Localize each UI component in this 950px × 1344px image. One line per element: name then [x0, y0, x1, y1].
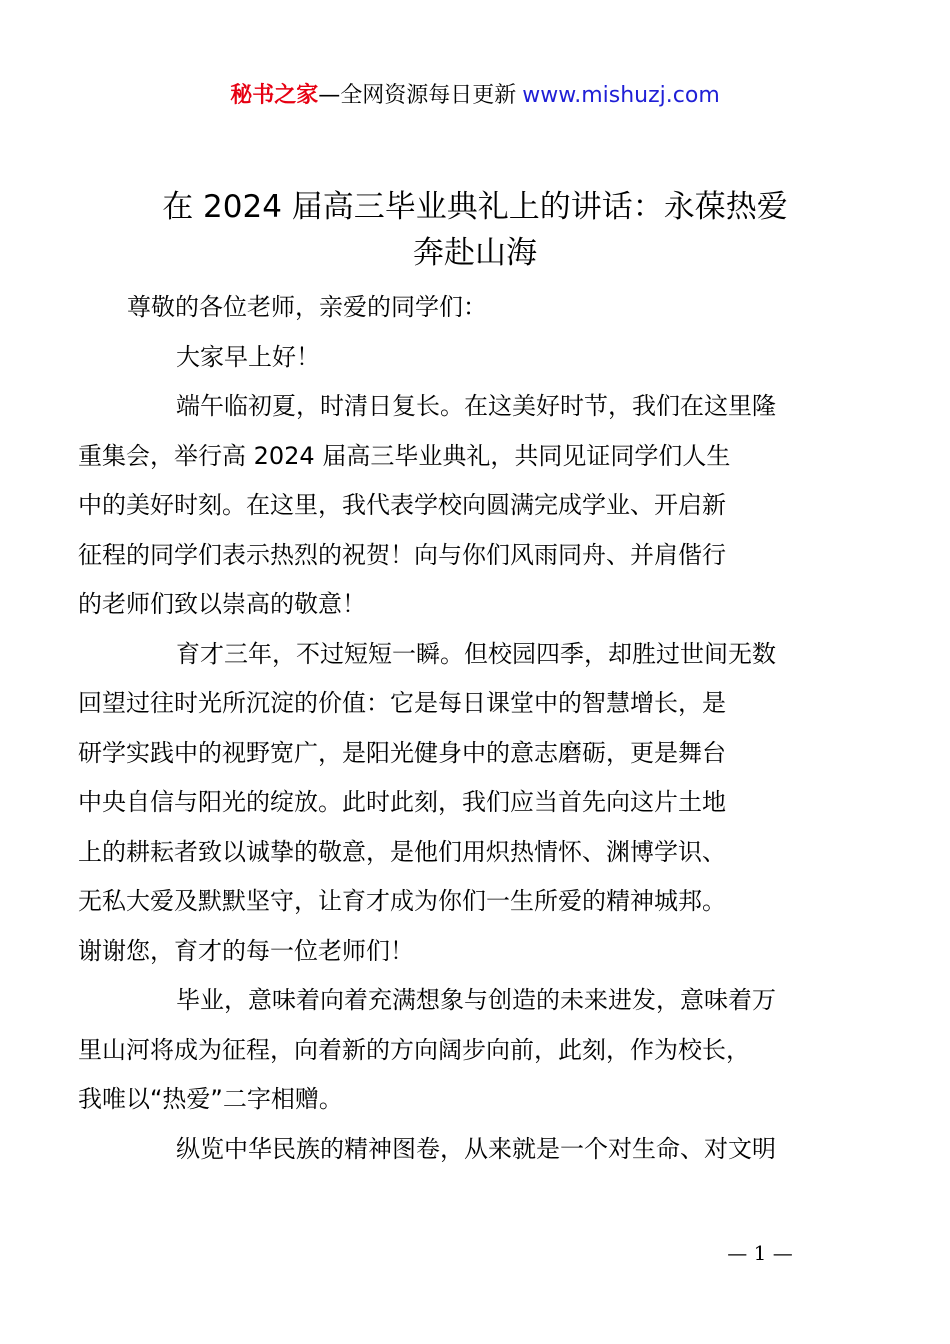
paragraph-line: 的老师们致以崇高的敬意！	[78, 590, 366, 618]
paragraph-2	[78, 630, 847, 977]
paragraph-line: 毕业，意味着向着充满想象与创造的未来进发，意味着万	[176, 986, 776, 1014]
paragraph-line: 谢谢您，育才的每一位老师们！	[78, 936, 414, 965]
salutation: 尊敬的各位老师，亲爱的同学们：	[127, 293, 487, 321]
paragraph-line: 研学实践中的视野宽广，是阳光健身中的意志磨砺，更是舞台	[78, 738, 726, 767]
site-header	[0, 80, 950, 112]
paragraph-line: 回望过往时光所沉淀的价值：它是每日课堂中的智慧增长，是	[78, 689, 726, 717]
title-line-1: 在 2024 届高三毕业典礼上的讲话：永葆热爱	[162, 189, 788, 225]
paragraph-line: 无私大爱及默默坚守，让育才成为你们一生所爱的精神城邦。	[78, 887, 726, 915]
document-body	[78, 283, 847, 1174]
paragraph-1	[78, 382, 847, 630]
paragraph-line: 征程的同学们表示热烈的祝贺！向与你们风雨同舟、并肩偕行	[78, 540, 726, 569]
paragraph-4	[127, 1125, 847, 1175]
paragraph-line: 上的耕耘者致以诚挚的敬意，是他们用炽热情怀、渊博学识、	[78, 837, 726, 866]
site-tagline: —全网资源每日更新	[318, 83, 517, 108]
site-url-link[interactable]: www.mishuzj.com	[522, 83, 720, 108]
paragraph-line: 育才三年，不过短短一瞬。但校园四季，却胜过世间无数	[176, 639, 776, 668]
paragraph-line: 纵览中华民族的精神图卷，从来就是一个对生命、对文明	[176, 1134, 776, 1163]
paragraph-line: 重集会，举行高 2024 届高三毕业典礼，共同见证同学们人生	[78, 441, 731, 470]
paragraph-3	[78, 976, 847, 1125]
paragraph-line: 我唯以“热爱”二字相赠。	[78, 1085, 343, 1113]
paragraph-line: 中的美好时刻。在这里，我代表学校向圆满完成学业、开启新	[78, 491, 726, 519]
paragraph-line: 中央自信与阳光的绽放。此时此刻，我们应当首先向这片土地	[78, 788, 726, 816]
paragraph-line: 端午临初夏，时清日复长。在这美好时节，我们在这里隆	[176, 392, 776, 420]
document-title	[100, 184, 850, 276]
greeting: 大家早上好！	[176, 342, 320, 371]
site-brand: 秘书之家	[230, 83, 319, 108]
paragraph-line: 里山河将成为征程，向着新的方向阔步向前，此刻，作为校长，	[78, 1035, 750, 1064]
page-number: — 1 —	[727, 1241, 793, 1265]
title-line-2: 奔赴山海	[413, 235, 537, 271]
